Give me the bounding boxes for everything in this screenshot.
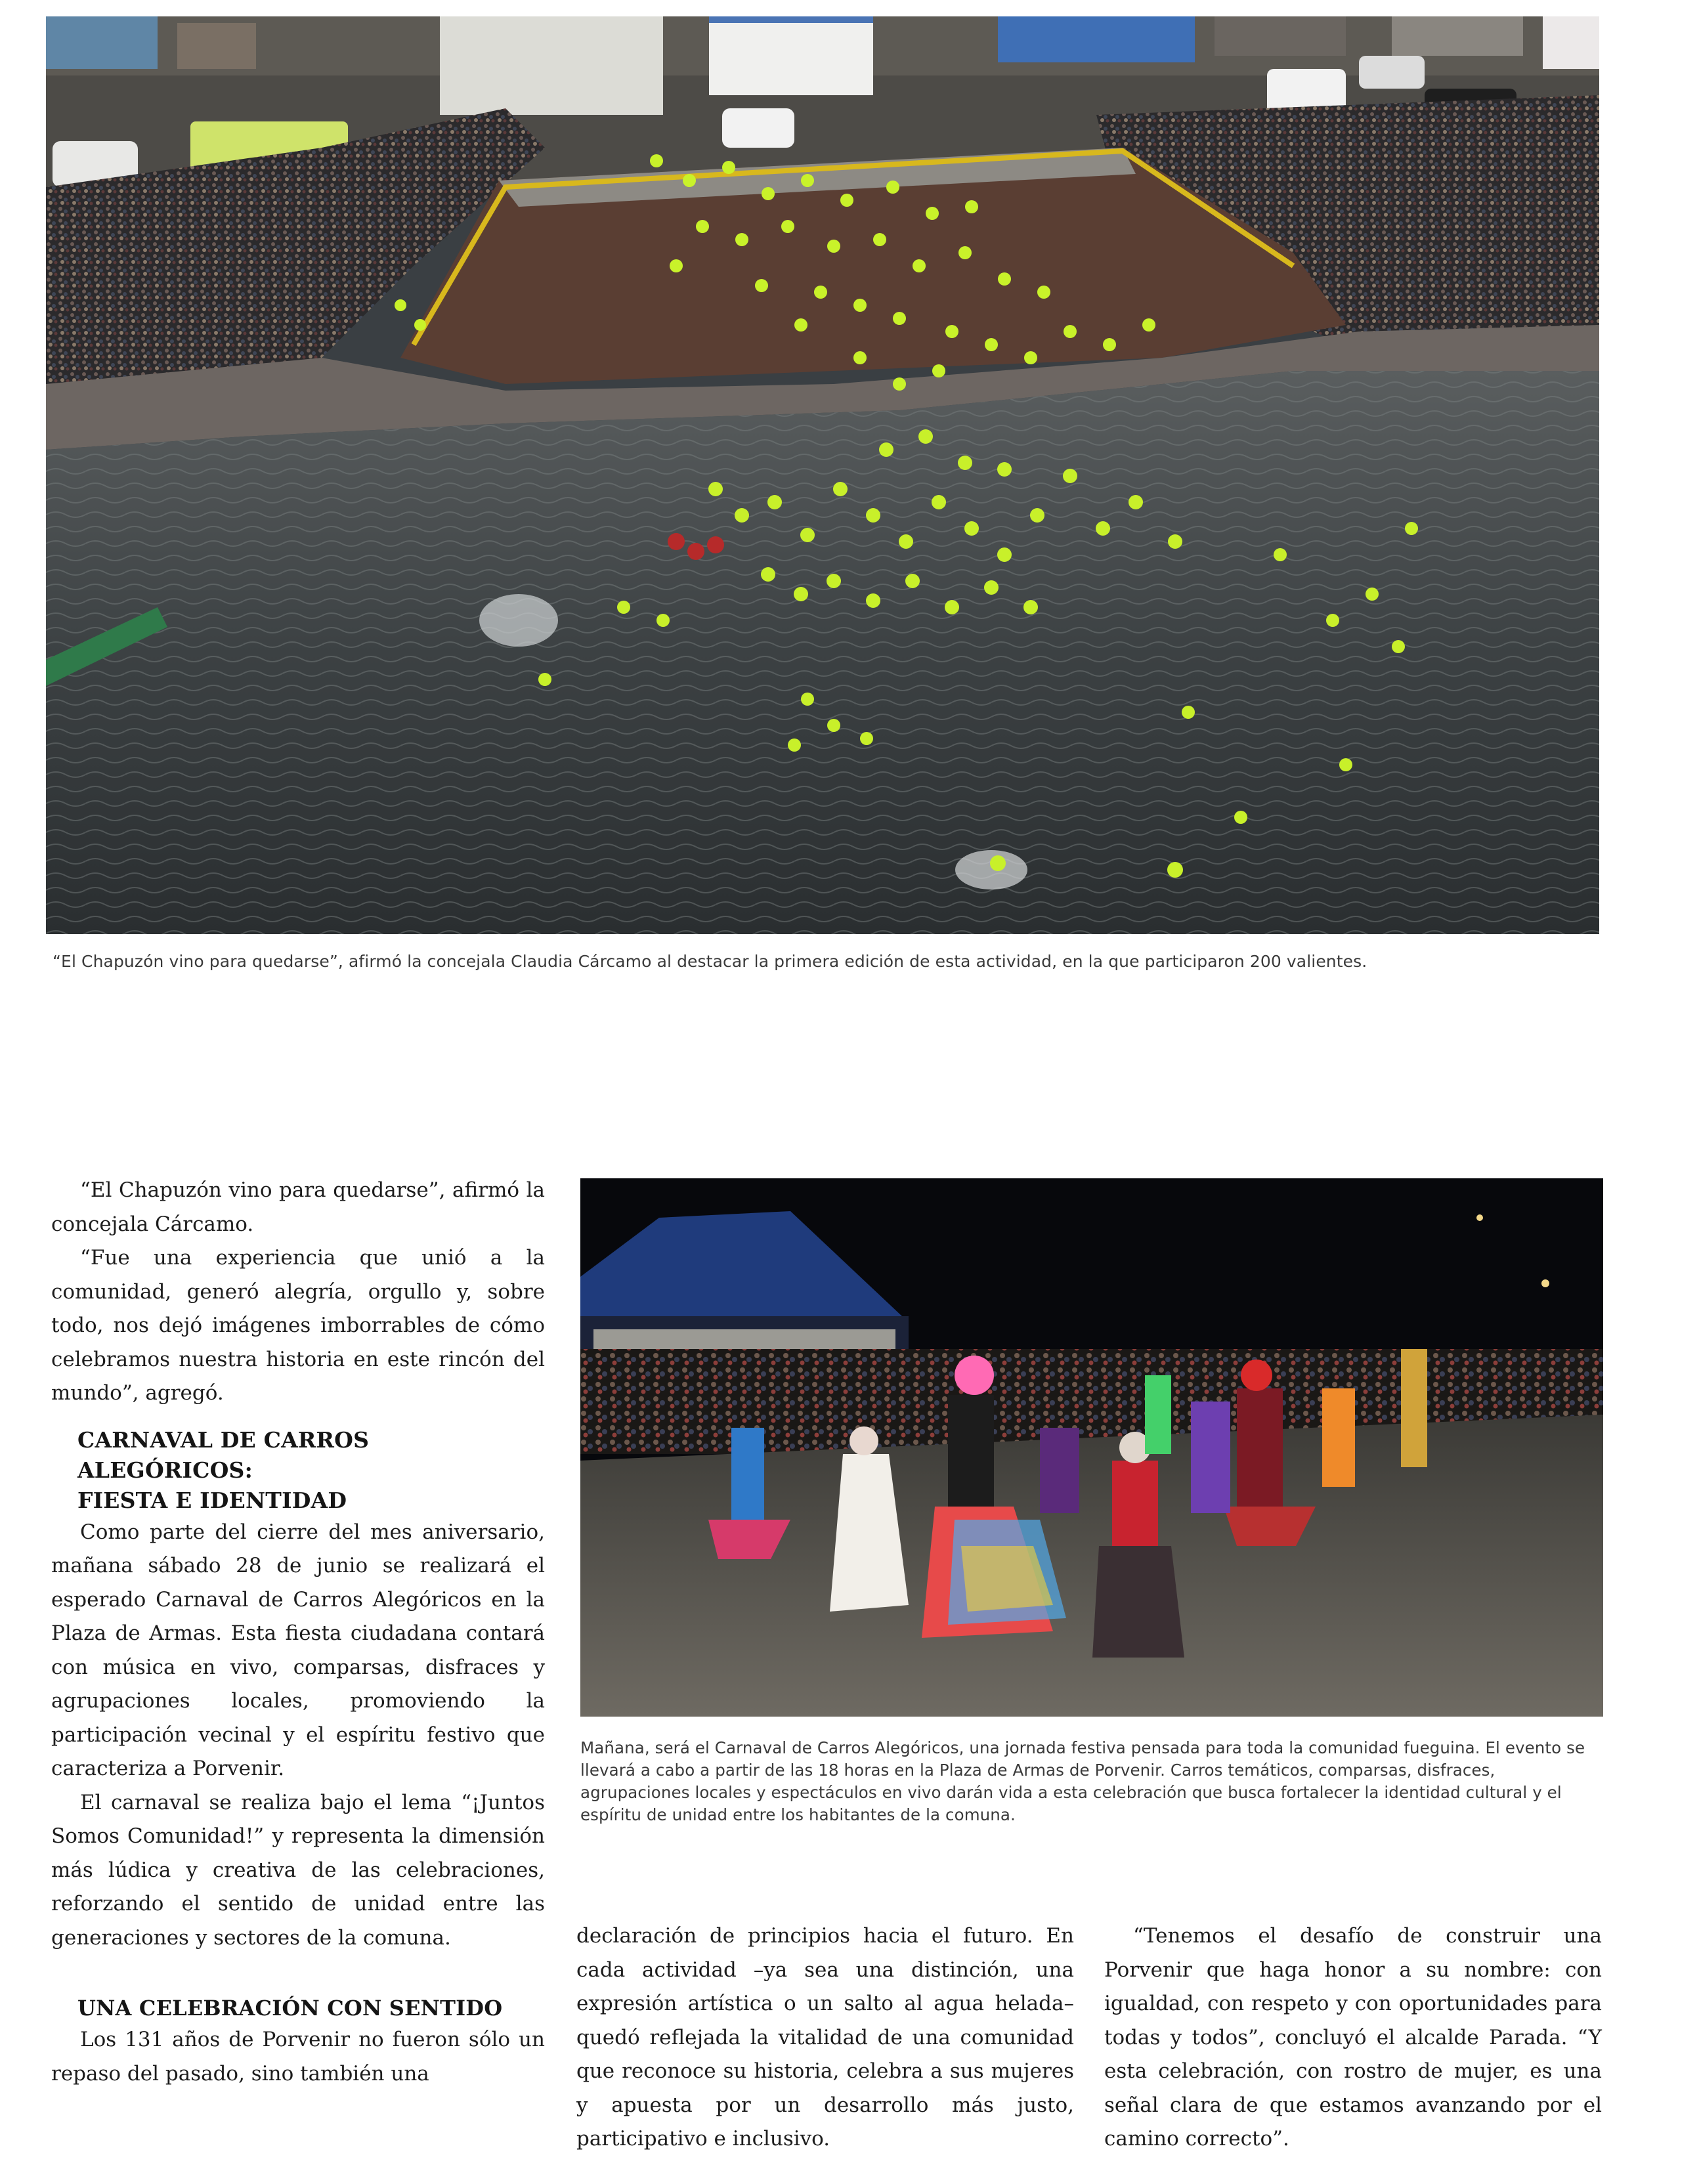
- paragraph-carnaval-lema: El carnaval se realiza bajo el lema “¡Juntos Somos Comunidad!” y representa la dimensión más lúdica y creativa de las celebraciones, reforzando el sentido de unidad entre las generaciones y sectores de la comuna.: [51, 1790, 545, 1950]
- paragraph-chapuzon-quote: “El Chapuzón vino para quedarse”, afirmó la concejala Cárcamo.: [51, 1178, 545, 1236]
- aerial-photo-graphic: [46, 16, 1599, 934]
- article-column-middle: [576, 1919, 1074, 2156]
- paragraph-declaracion: declaración de principios hacia el futuro. En cada actividad –ya sea una distinción, una expresión artística o un salto al agua helada– quedó reflejada la vitalidad de una comunidad que reconoce su historia, celebra a sus mujeres y apuesta por un desarrollo más justo, participativo e inclusivo.: [576, 1924, 1074, 2151]
- paragraph-alcalde-quote: “Tenemos el desafío de construir una Porvenir que haga honor a su nombre: con igualdad, con respeto y con oportunidades para todas y todos”, concluyó el alcalde Parada. “Y esta celebración, con rostro de mujer, es una señal clara de que estamos avanzando por el camino correcto”.: [1104, 1924, 1602, 2151]
- section-heading-celebracion: UNA CELEBRACIÓN CON SENTIDO: [77, 1996, 503, 2021]
- polar-plunge-aerial-photo: [46, 16, 1599, 934]
- article-column-right: [1104, 1919, 1602, 2156]
- paragraph-experience-quote: “Fue una experiencia que unió a la comunidad, generó alegría, orgullo y, sobre todo, nos dejó imágenes imborrables de cómo celebramos nuestra historia en este rincón del mundo”, agregó.: [51, 1246, 545, 1405]
- section-heading-carnaval: [77, 1425, 545, 1516]
- article-column-left: [51, 1174, 545, 2091]
- carnival-night-parade-photo: [580, 1178, 1603, 1717]
- night-photo-graphic: [580, 1178, 1603, 1717]
- night-photo-caption: Mañana, será el Carnaval de Carros Alegóricos, una jornada festiva pensada para toda la comunidad fueguina. El evento se llevará a cabo a partir de las 18 horas en la Plaza de Armas de Porvenir. Carros temáticos, comparsas, disfraces, agrupaciones locales y espectáculos en vivo darán vida a esta celebración que busca fortalecer la identidad cultural y el espíritu de unidad entre los habitantes de la comuna.: [580, 1738, 1585, 1824]
- paragraph-131-anos: Los 131 años de Porvenir no fueron sólo un repaso del pasado, sino también una: [51, 2028, 545, 2086]
- paragraph-carnaval-details: Como parte del cierre del mes aniversario, mañana sábado 28 de junio se realizará el esperado Carnaval de Carros Alegóricos en la Plaza de Armas. Esta fiesta ciudadana contará con música en vivo, comparsas, disfraces y agrupaciones locales, promoviendo la participación vecinal y el espíritu festivo que caracteriza a Porvenir.: [51, 1520, 545, 1780]
- top-photo-caption: “El Chapuzón vino para quedarse”, afirmó la concejala Claudia Cárcamo al destacar la primera edición de esta actividad, en la que participaron 200 valientes.: [53, 952, 1367, 971]
- heading-line: CARNAVAL DE CARROS: [77, 1426, 370, 1453]
- heading-line: FIESTA E IDENTIDAD: [77, 1487, 347, 1513]
- heading-line: ALEGÓRICOS:: [77, 1457, 253, 1483]
